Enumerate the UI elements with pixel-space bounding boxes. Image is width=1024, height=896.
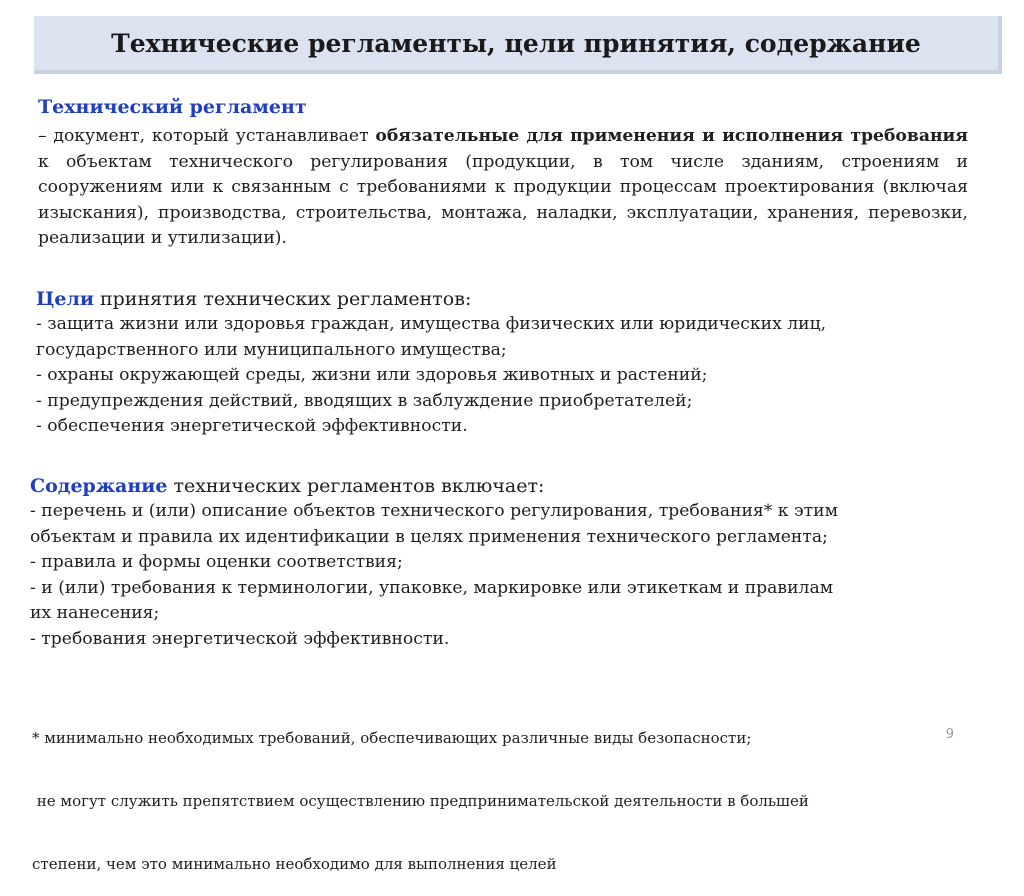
footnote-line: степени, чем это минимально необходимо для выполнения целей [32,855,557,873]
content-section [30,473,990,652]
footnote-line: * минимально необходимых требований, обеспечивающих различные виды безопасности; [32,729,752,747]
content-line: их нанесения; [30,603,160,623]
content-heading-rest: технических регламентов включает: [167,475,545,497]
goals-section [36,286,986,440]
content-heading-highlight: Содержание [30,475,168,497]
goals-line: - охраны окружающей среды, жизни или здоровья животных и растений; [36,365,708,385]
definition-term: Технический регламент [38,96,307,118]
content-line: - перечень и (или) описание объектов технического регулирования, требования* к этим [30,501,838,521]
definition-text-start: – документ, который устанавливает [38,126,376,146]
goals-line: государственного или муниципального имущества; [36,339,507,360]
slide-title: Технические регламенты, цели принятия, содержание [111,28,921,58]
definition-text-emphasis: обязательные для применения и исполнения требования [375,126,968,146]
footnote-line: не могут служить препятствием осуществлению предпринимательской деятельности в большей [32,792,809,810]
goals-list [36,312,986,440]
goals-line: - предупреждения действий, вводящих в заблуждение приобретателей; [36,390,693,411]
definition-text-end: к объектам технического регулирования (продукции, в том числе зданиям, строениям и сооружениям или к связанным с требованиями к продукции процессам проектирования (включая изыскания), производства, строительства, монтажа, наладки, эксплуатации, хранения, перевозки, реализации и утилизации). [38,151,968,248]
content-heading [30,473,990,499]
footnote [32,686,972,896]
goals-heading [36,286,986,312]
definition-section [38,94,968,252]
goals-line: - защита жизни или здоровья граждан, имущества физических или юридических лиц, [36,314,827,334]
definition-text [38,124,968,252]
content-line: - и (или) требования к терминологии, упаковке, маркировке или этикеткам и правилам [30,577,834,598]
page-number: 9 [945,727,954,742]
goals-line: - обеспечения энергетической эффективности. [36,416,468,436]
content-line: объектам и правила их идентификации в целях применения технического регламента; [30,526,828,547]
content-line: - правила и формы оценки соответствия; [30,552,403,572]
content-list [30,499,990,652]
goals-heading-rest: принятия технических регламентов: [93,288,472,310]
goals-heading-highlight: Цели [36,288,94,310]
content-line: - требования энергетической эффективности. [30,628,450,649]
title-bar [34,16,1002,74]
